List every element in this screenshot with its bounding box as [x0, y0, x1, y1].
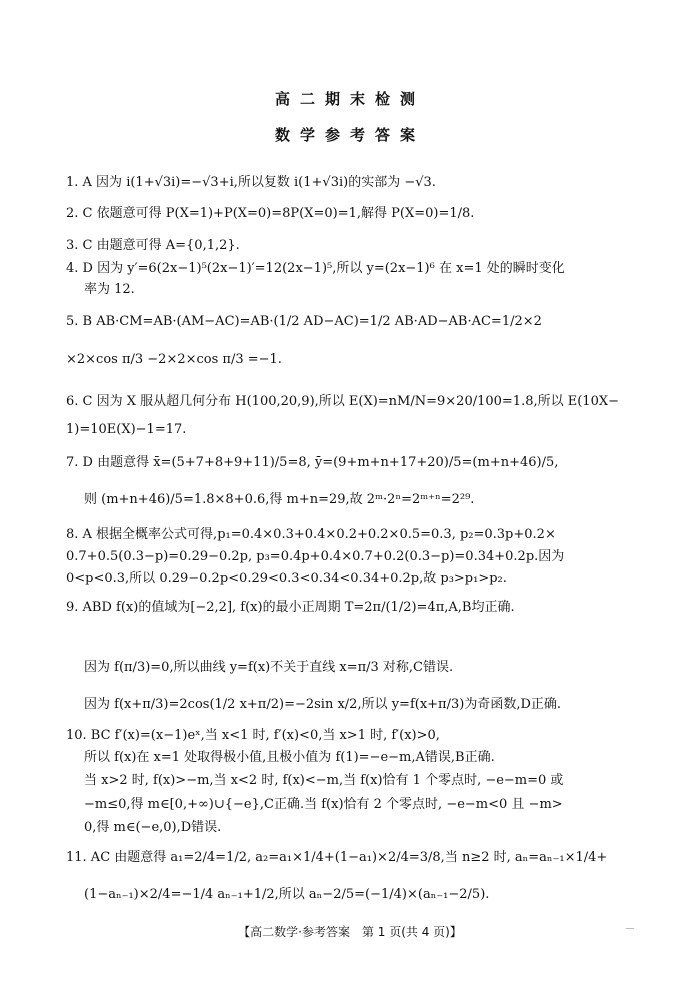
answer-line: ×2×cos π/3 −2×2×cos π/3 =−1.: [66, 352, 282, 367]
page-footer: 【高二数学·参考答案 第 1 页(共 4 页)】: [238, 925, 462, 939]
answer-line: 因为 f(π/3)=0,所以曲线 y=f(x)不关于直线 x=π/3 对称,C错误.: [84, 660, 454, 675]
answer-line: 9. ABD f(x)的值域为[−2,2], f(x)的最小正周期 T=2π/(1/2)=4π,A,B均正确.: [66, 600, 515, 615]
answer-line: 8. A 根据全概率公式可得,p₁=0.4×0.3+0.4×0.2+0.2×0.5=0.3, p₂=0.3p+0.2×: [66, 527, 556, 542]
answer-line: 4. D 因为 y′=6(2x−1)⁵(2x−1)′=12(2x−1)⁵,所以 y=(2x−1)⁶ 在 x=1 处的瞬时变化: [66, 261, 565, 276]
answer-line: −m≤0,得 m∈[0,+∞)∪{−e},C正确.当 f(x)恰有 2 个零点时, −e−m<0 且 −m>: [84, 797, 563, 812]
answer-line: 1. A 因为 i(1+√3i)=−√3+i,所以复数 i(1+√3i)的实部为 −√3.: [66, 175, 436, 190]
answer-line: (1−aₙ₋₁)×2/4=−1/4 aₙ₋₁+1/2,所以 aₙ−2/5=(−1/4)×(aₙ₋₁−2/5).: [84, 887, 490, 902]
answer-line: 率为 12.: [84, 282, 135, 297]
answer-line: 0<p<0.3,所以 0.29−0.2p<0.29<0.3<0.34<0.34+0.2p,故 p₃>p₁>p₂.: [66, 571, 507, 586]
corner-mark: [626, 928, 634, 929]
answer-line: 5. B AB·CM=AB·(AM−AC)=AB·(1/2 AD−AC)=1/2 AB·AD−AB·AC=1/2×2: [66, 314, 542, 329]
answer-line: 6. C 因为 X 服从超几何分布 H(100,20,9),所以 E(X)=nM/N=9×20/100=1.8,所以 E(10X−: [66, 394, 619, 409]
answer-line: 7. D 由题意得 x̄=(5+7+8+9+11)/5=8, ȳ=(9+m+n+17+20)/5=(m+n+46)/5,: [66, 455, 559, 470]
answer-line: 0.7+0.5(0.3−p)=0.29−0.2p, p₃=0.4p+0.4×0.7+0.2(0.3−p)=0.34+0.2p.因为: [66, 549, 565, 564]
page-title: 高二期末检测: [274, 90, 425, 108]
page-subtitle: 数学参考答案: [274, 126, 425, 144]
answer-line: 10. BC f′(x)=(x−1)eˣ,当 x<1 时, f′(x)<0,当 x>1 时, f′(x)>0,: [66, 728, 440, 743]
answer-line: 所以 f(x)在 x=1 处取得极小值,且极小值为 f(1)=−e−m,A错误,B正确.: [84, 750, 495, 765]
answer-line: 3. C 由题意可得 A={0,1,2}.: [66, 238, 240, 253]
answer-line: 当 x>2 时, f(x)>−m,当 x<2 时, f(x)<−m,当 f(x)恰有 1 个零点时, −e−m=0 或: [84, 773, 564, 788]
answer-line: 因为 f(x+π/3)=2cos(1/2 x+π/2)=−2sin x/2,所以 y=f(x+π/3)为奇函数,D正确.: [84, 697, 562, 712]
answer-line: 2. C 依题意可得 P(X=1)+P(X=0)=8P(X=0)=1,解得 P(X=0)=1/8.: [66, 206, 475, 221]
answer-line: 0,得 m∈(−e,0),D错误.: [84, 820, 222, 835]
answer-line: 则 (m+n+46)/5=1.8×8+0.6,得 m+n=29,故 2ᵐ·2ⁿ=2ᵐ⁺ⁿ=2²⁹.: [84, 492, 475, 507]
answer-line: 11. AC 由题意得 a₁=2/4=1/2, a₂=a₁×1/4+(1−a₁)×2/4=3/8,当 n≥2 时, aₙ=aₙ₋₁×1/4+: [66, 850, 608, 865]
answer-line: 1)=10E(X)−1=17.: [66, 422, 187, 437]
